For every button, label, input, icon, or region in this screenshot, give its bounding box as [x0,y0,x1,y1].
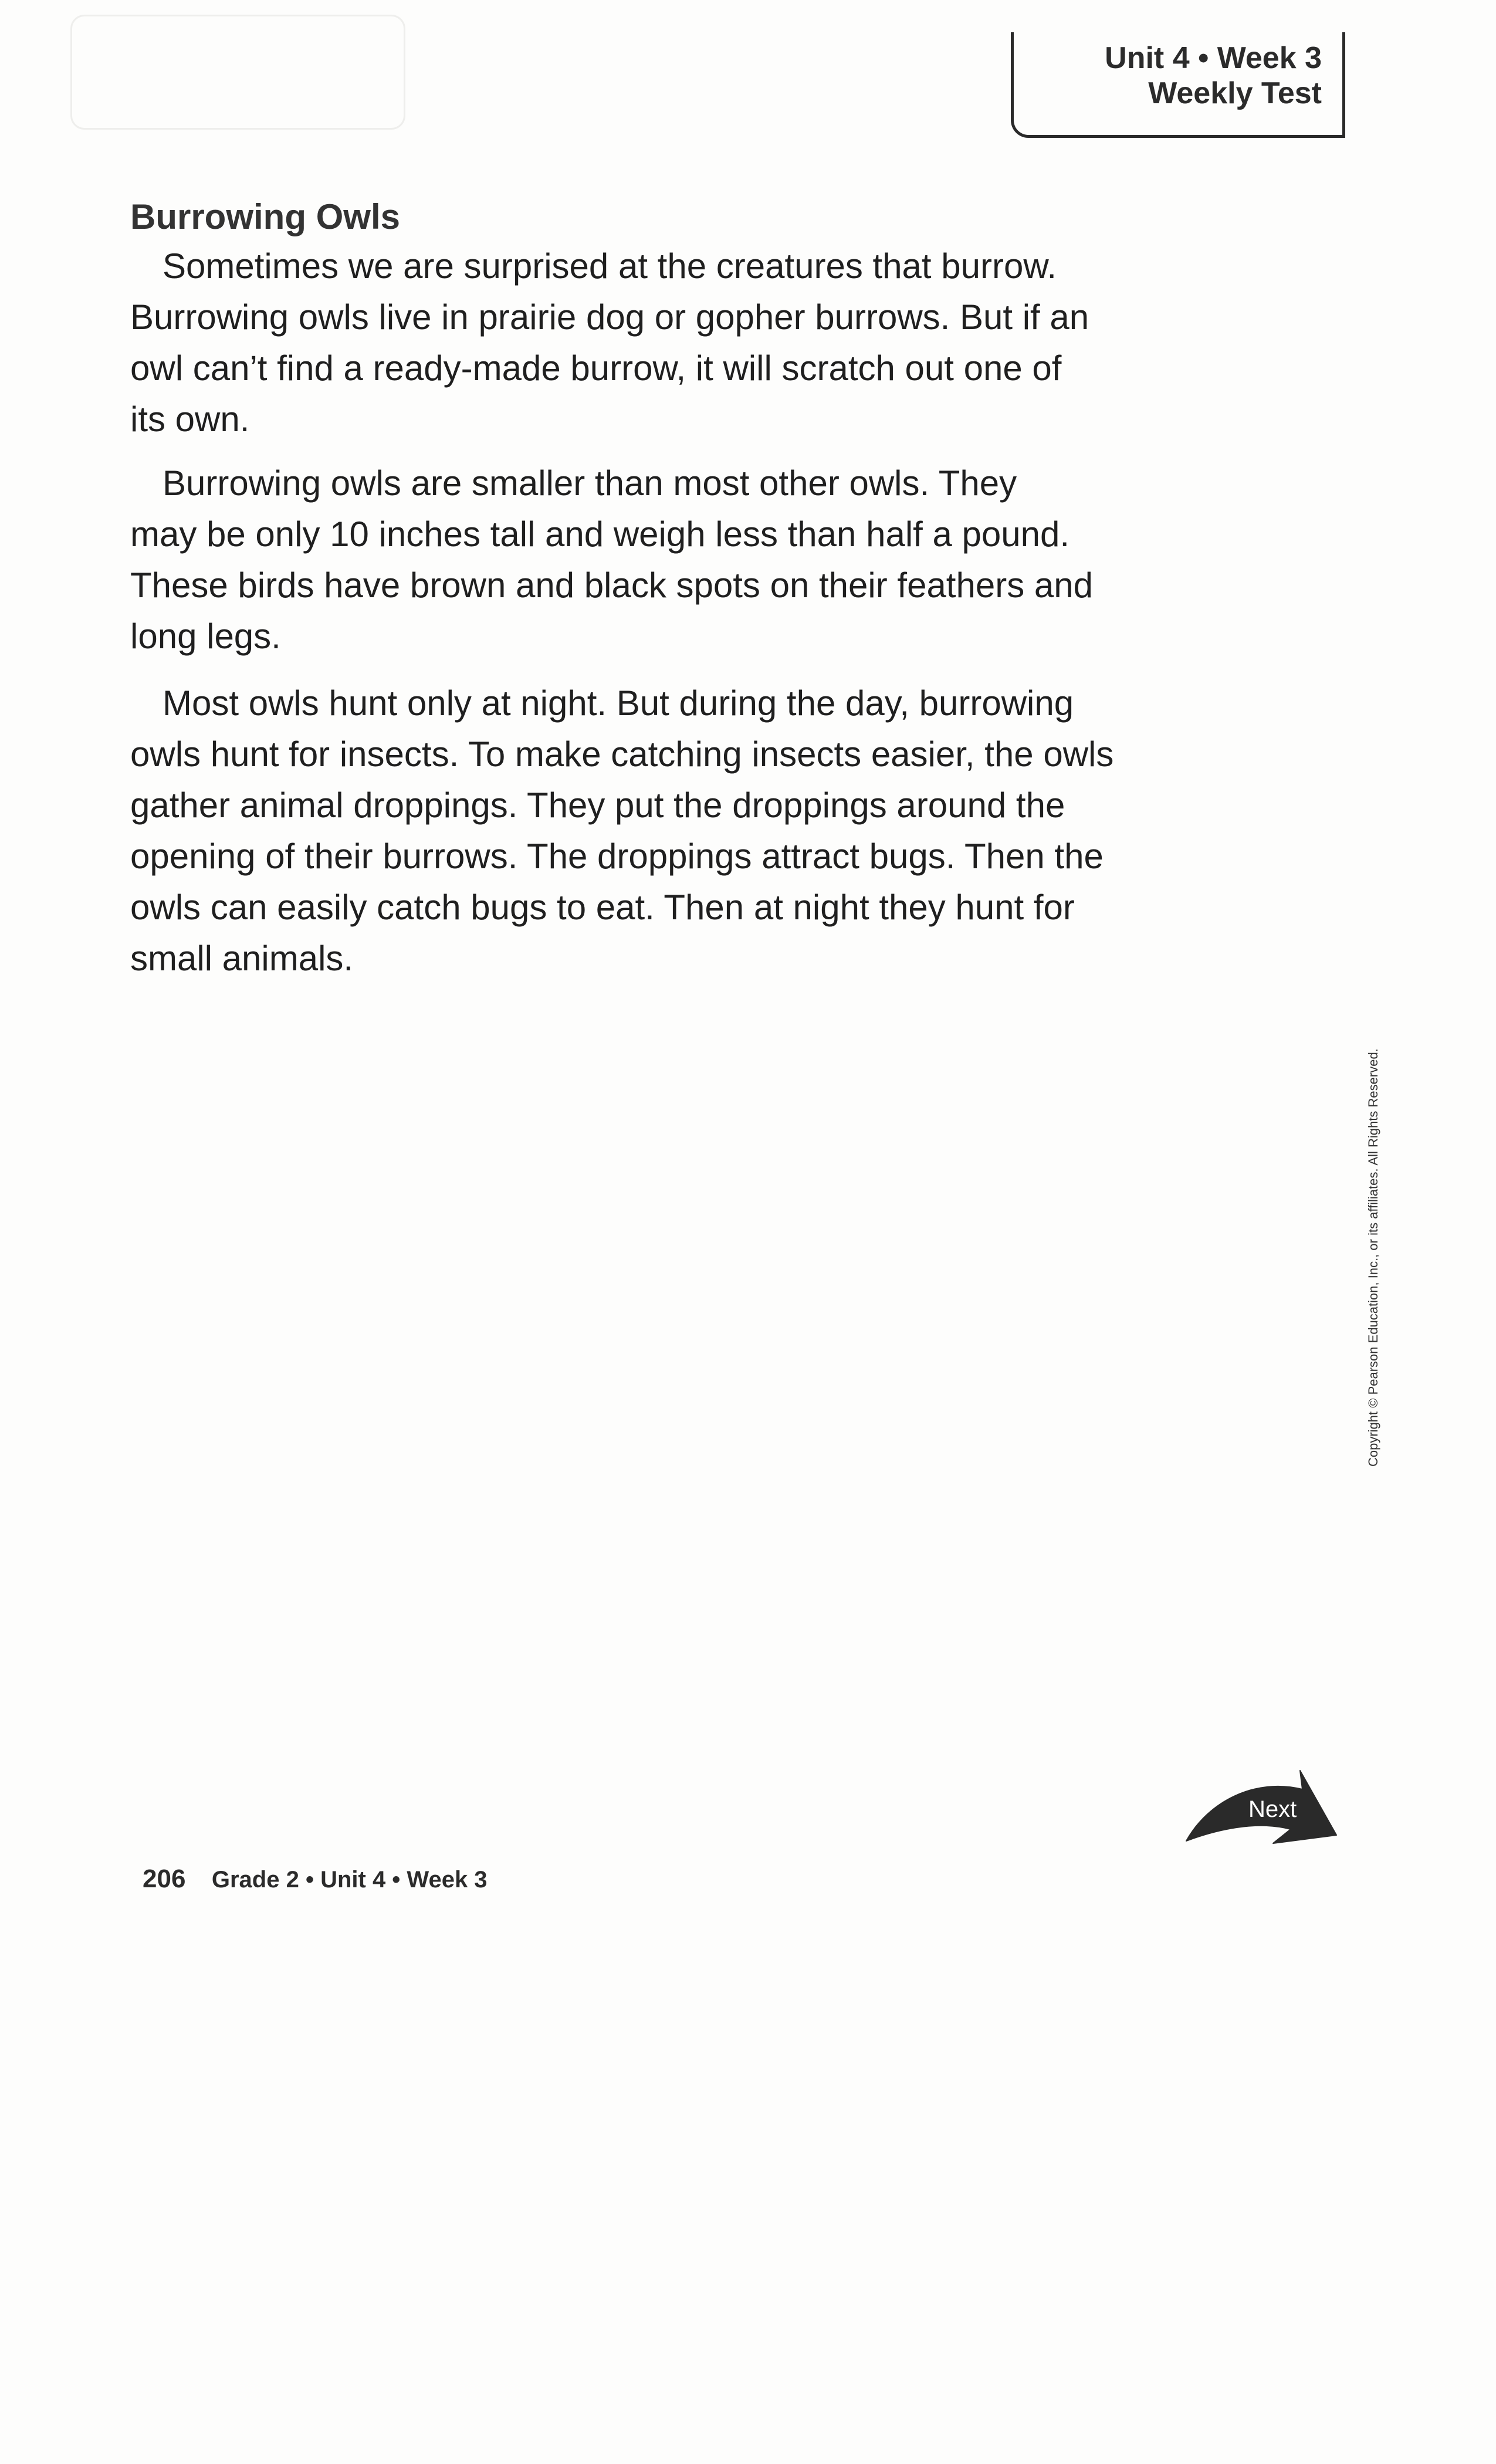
paragraph-line: gather animal droppings. They put the droppings around the [130,786,1065,825]
grade-unit-week: Grade 2 • Unit 4 • Week 3 [211,1867,488,1893]
bleed-through-box [70,15,405,130]
page-footer [143,1864,488,1894]
page-number: 206 [143,1864,186,1893]
paragraph-3 [130,678,1292,984]
paragraph-2 [130,458,1292,662]
paragraph-line: Burrowing owls live in prairie dog or gopher burrows. But if an [130,297,1089,337]
paragraph-line: owl can’t find a ready-made burrow, it will scratch out one of [130,348,1062,388]
paragraph-line: small animals. [130,939,354,978]
paragraph-1 [130,241,1292,445]
header-test-type: Weekly Test [1148,76,1322,110]
paragraph-line: owls can easily catch bugs to eat. Then at night they hunt for [130,888,1075,927]
next-label: Next [1248,1796,1297,1822]
paragraph-line: may be only 10 inches tall and weigh less than half a pound. [130,515,1070,554]
next-button[interactable] [1185,1766,1338,1854]
header-tab [1011,32,1345,138]
paragraph-line: These birds have brown and black spots on their feathers and [130,566,1093,605]
paragraph-line: Sometimes we are surprised at the creatures that burrow. [163,246,1057,286]
paragraph-line: opening of their burrows. The droppings attract bugs. Then the [130,837,1104,876]
article-title: Burrowing Owls [130,197,401,236]
copyright-notice: Copyright © Pearson Education, Inc., or its affiliates. All Rights Reserved. [1366,1048,1380,1467]
paragraph-line: Burrowing owls are smaller than most other owls. They [163,463,1017,503]
paragraph-line: owls hunt for insects. To make catching insects easier, the owls [130,735,1114,774]
paragraph-line: Most owls hunt only at night. But during the day, burrowing [163,683,1074,723]
paragraph-line: long legs. [130,617,281,656]
paragraph-line: its own. [130,400,250,439]
header-unit-week: Unit 4 • Week 3 [1105,41,1322,75]
